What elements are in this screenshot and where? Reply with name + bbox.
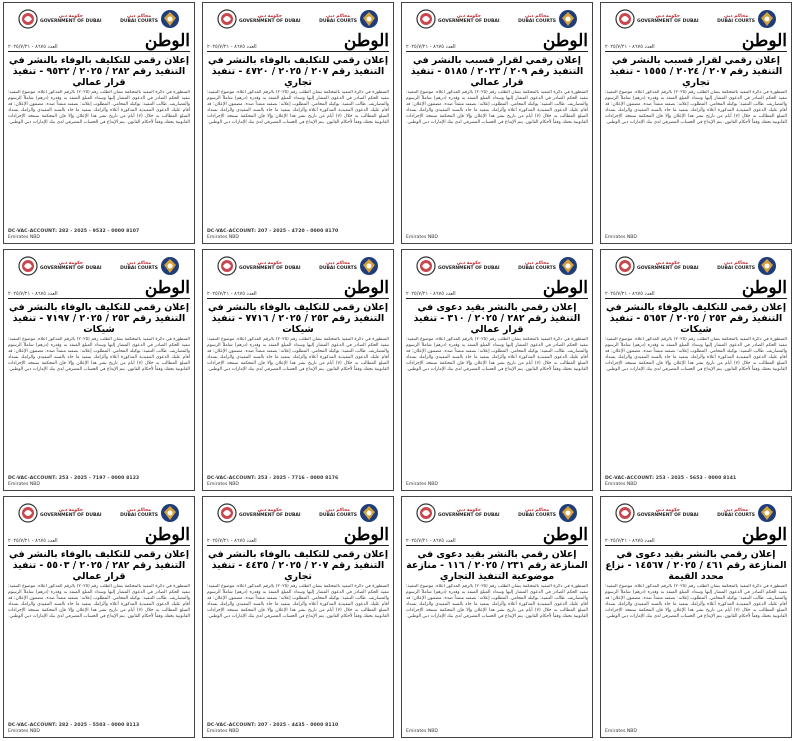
issue-date: العدد ٨٦٧٥ - ٢٠٢٥/٧/٢١ xyxy=(406,291,456,297)
notice-headline: إعلان رقمي للتكليف بالوفاء بالنشر في التنفيذ رقم ٢٠٧ / ٢٠٢٥ / ٤٧٢٠ - تنفيذ تجاري xyxy=(207,55,389,88)
logo-left-arabic: حكومة دبي xyxy=(257,261,282,266)
logo-left-english: GOVERNMENT OF DUBAI xyxy=(239,266,301,271)
bank-note: Emirates NBD xyxy=(207,729,239,734)
logo-right-english: DUBAI COURTS xyxy=(717,513,755,518)
notice-headline: إعلان رقمي للتكليف بالوفاء بالنشر في التنفيذ رقم ٢٨٢ / ٢٠٢٥ / ٥٥٠٣ - تنفيذ قرار عمالي xyxy=(8,549,190,582)
logo-right-arabic: محاكم دبي xyxy=(127,508,152,513)
government-of-dubai-logo xyxy=(18,503,102,523)
bank-note: Emirates NBD xyxy=(207,235,239,240)
newspaper-masthead: الوطن xyxy=(144,31,190,51)
notice-body: المنظورة في دائرة التنفيذ بالمحكمة بشأن الطلب رقم (٢٠٢٥) بالرقم المذكور أعلاه. موضوع التنفيذ: تنفيذ الحكم الصادر في الدعوى المشار إليها وسداد المبلغ المنفذ به وقدره (درهم) شاملاً الرسوم والمصاريف. طالب التنفيذ: بوكيله المحامي. المطلوب إعلانه: بصفته منفذاً ضده. مضمون الإعلان: قد أقام عليك الدعوى التنفيذية المذكورة أعلاه وألزامك بتنفيذ ما جاء بالسند التنفيذي والزامك بسداد المبلغ المطالب به خلال (٧) أيام من تاريخ نشر هذا الإعلان وإلا فإن المحكمة ستتخذ الإجراءات القانونية بحقك وفقاً لأحكام القانون. يتم الإيداع في الحساب المصرفي لدى بنك الإمارات دبي الوطني. xyxy=(8,584,190,620)
notice-footer xyxy=(207,476,389,488)
notice-headline: إعلان رقمي للتكليف بالوفاء بالنشر في التنفيذ رقم ٢٠٧ / ٢٠٢٥ / ٤٤٣٥ - تنفيذ تجاري xyxy=(207,549,389,582)
notice-body: المنظورة في دائرة التنفيذ بالمحكمة بشأن الطلب رقم (٢٠٢٥) بالرقم المذكور أعلاه. موضوع التنفيذ: تنفيذ الحكم الصادر في الدعوى المشار إليها وسداد المبلغ المنفذ به وقدره (درهم) شاملاً الرسوم والمصاريف. طالب التنفيذ: بوكيله المحامي. المطلوب إعلانه: بصفته منفذاً ضده. مضمون الإعلان: قد أقام عليك الدعوى التنفيذية المذكورة أعلاه وألزامك بتنفيذ ما جاء بالسند التنفيذي والزامك بسداد المبلغ المطالب به خلال (٧) أيام من تاريخ نشر هذا الإعلان وإلا فإن المحكمة ستتخذ الإجراءات القانونية بحقك وفقاً لأحكام القانون. يتم الإيداع في الحساب المصرفي لدى بنك الإمارات دبي الوطني. xyxy=(406,584,588,620)
newspaper-masthead: الوطن xyxy=(144,278,190,298)
notice-body: المنظورة في دائرة التنفيذ بالمحكمة بشأن الطلب رقم (٢٠٢٥) بالرقم المذكور أعلاه. موضوع التنفيذ: تنفيذ الحكم الصادر في الدعوى المشار إليها وسداد المبلغ المنفذ به وقدره (درهم) شاملاً الرسوم والمصاريف. طالب التنفيذ: بوكيله المحامي. المطلوب إعلانه: بصفته منفذاً ضده. مضمون الإعلان: قد أقام عليك الدعوى التنفيذية المذكورة أعلاه وألزامك بتنفيذ ما جاء بالسند التنفيذي والزامك بسداد المبلغ المطالب به خلال (٧) أيام من تاريخ نشر هذا الإعلان وإلا فإن المحكمة ستتخذ الإجراءات القانونية بحقك وفقاً لأحكام القانون. يتم الإيداع في الحساب المصرفي لدى بنك الإمارات دبي الوطني. xyxy=(207,90,389,126)
paper-header xyxy=(8,280,190,299)
logo-right-arabic: محاكم دبي xyxy=(724,261,749,266)
notice-footer xyxy=(8,476,190,488)
notice-logos xyxy=(8,6,190,32)
dubai-courts-logo xyxy=(717,503,777,523)
logo-right-english: DUBAI COURTS xyxy=(518,19,556,24)
bank-note: Emirates NBD xyxy=(8,729,40,734)
bank-note: Emirates NBD xyxy=(406,729,438,734)
dubai-emblem-icon xyxy=(615,9,635,29)
issue-date: العدد ٨٦٧٥ - ٢٠٢٥/٧/٢١ xyxy=(207,538,257,544)
dubai-emblem-icon xyxy=(18,256,38,276)
notice-logos xyxy=(8,500,190,526)
logo-left-arabic: حكومة دبي xyxy=(655,14,680,19)
notice-card xyxy=(401,496,593,738)
bank-note: Emirates NBD xyxy=(605,235,637,240)
logo-right-english: DUBAI COURTS xyxy=(717,19,755,24)
newspaper-masthead: الوطن xyxy=(343,278,389,298)
notice-card xyxy=(202,249,394,491)
paper-header xyxy=(207,527,389,546)
bank-note: Emirates NBD xyxy=(8,482,40,487)
dubai-courts-logo xyxy=(717,9,777,29)
logo-right-arabic: محاكم دبي xyxy=(525,14,550,19)
issue-date: العدد ٨٦٧٥ - ٢٠٢٥/٧/٢١ xyxy=(207,291,257,297)
notice-headline: إعلان رقمي لقرار قسبب بالنشر في التنفيذ رقم ٢٠٧ / ٢٠٢٤ / ١٥٥٥ - تنفيذ تجاري xyxy=(609,55,783,88)
notice-body: المنظورة في دائرة التنفيذ بالمحكمة بشأن الطلب رقم (٢٠٢٥) بالرقم المذكور أعلاه. موضوع التنفيذ: تنفيذ الحكم الصادر في الدعوى المشار إليها وسداد المبلغ المنفذ به وقدره (درهم) شاملاً الرسوم والمصاريف. طالب التنفيذ: بوكيله المحامي. المطلوب إعلانه: بصفته منفذاً ضده. مضمون الإعلان: قد أقام عليك الدعوى التنفيذية المذكورة أعلاه وألزامك بتنفيذ ما جاء بالسند التنفيذي والزامك بسداد المبلغ المطالب به خلال (٧) أيام من تاريخ نشر هذا الإعلان وإلا فإن المحكمة ستتخذ الإجراءات القانونية بحقك وفقاً لأحكام القانون. يتم الإيداع في الحساب المصرفي لدى بنك الإمارات دبي الوطني. xyxy=(605,90,787,126)
notice-footer xyxy=(8,229,190,241)
dubai-courts-logo xyxy=(319,9,379,29)
notice-logos xyxy=(406,500,588,526)
notice-logos xyxy=(8,253,190,279)
notice-card xyxy=(600,496,792,738)
dubai-courts-logo xyxy=(120,9,180,29)
notice-logos xyxy=(406,253,588,279)
dubai-courts-logo xyxy=(518,256,578,276)
account-reference: DC-VAC-ACCOUNT: 282 - 2025 - 5503 - 0000 8113 xyxy=(8,723,140,728)
notice-body: المنظورة في دائرة التنفيذ بالمحكمة بشأن الطلب رقم (٢٠٢٥) بالرقم المذكور أعلاه. موضوع التنفيذ: تنفيذ الحكم الصادر في الدعوى المشار إليها وسداد المبلغ المنفذ به وقدره (درهم) شاملاً الرسوم والمصاريف. طالب التنفيذ: بوكيله المحامي. المطلوب إعلانه: بصفته منفذاً ضده. مضمون الإعلان: قد أقام عليك الدعوى التنفيذية المذكورة أعلاه وألزامك بتنفيذ ما جاء بالسند التنفيذي والزامك بسداد المبلغ المطالب به خلال (٧) أيام من تاريخ نشر هذا الإعلان وإلا فإن المحكمة ستتخذ الإجراءات القانونية بحقك وفقاً لأحكام القانون. يتم الإيداع في الحساب المصرفي لدى بنك الإمارات دبي الوطني. xyxy=(406,90,588,126)
courts-emblem-icon xyxy=(359,9,379,29)
notice-headline: إعلان رقمي بالنشر بقيد دعوى في التنفيذ رقم ٢٨٢ / ٢٠٢٥ / ٣١٠ - تنفيذ قرار عمالي xyxy=(413,302,581,335)
notice-headline: إعلان رقمي للتكليف بالوفاء بالنشر في التنفيذ رقم ٢٨٢ / ٢٠٢٥ / ٩٥٣٢ - تنفيذ قرار عمالي xyxy=(8,55,190,88)
notice-card xyxy=(401,249,593,491)
notice-footer xyxy=(605,729,787,735)
paper-header xyxy=(8,33,190,52)
logo-left-arabic: حكومة دبي xyxy=(58,14,83,19)
newspaper-masthead: الوطن xyxy=(741,525,787,545)
dubai-courts-logo xyxy=(518,9,578,29)
dubai-emblem-icon xyxy=(416,503,436,523)
logo-left-arabic: حكومة دبي xyxy=(257,14,282,19)
logo-right-english: DUBAI COURTS xyxy=(120,19,158,24)
newspaper-masthead: الوطن xyxy=(542,278,588,298)
dubai-emblem-icon xyxy=(18,9,38,29)
newspaper-masthead: الوطن xyxy=(542,525,588,545)
newspaper-masthead: الوطن xyxy=(343,525,389,545)
logo-left-english: GOVERNMENT OF DUBAI xyxy=(40,266,102,271)
logo-right-english: DUBAI COURTS xyxy=(518,513,556,518)
notice-body: المنظورة في دائرة التنفيذ بالمحكمة بشأن الطلب رقم (٢٠٢٥) بالرقم المذكور أعلاه. موضوع التنفيذ: تنفيذ الحكم الصادر في الدعوى المشار إليها وسداد المبلغ المنفذ به وقدره (درهم) شاملاً الرسوم والمصاريف. طالب التنفيذ: بوكيله المحامي. المطلوب إعلانه: بصفته منفذاً ضده. مضمون الإعلان: قد أقام عليك الدعوى التنفيذية المذكورة أعلاه وألزامك بتنفيذ ما جاء بالسند التنفيذي والزامك بسداد المبلغ المطالب به خلال (٧) أيام من تاريخ نشر هذا الإعلان وإلا فإن المحكمة ستتخذ الإجراءات القانونية بحقك وفقاً لأحكام القانون. يتم الإيداع في الحساب المصرفي لدى بنك الإمارات دبي الوطني. xyxy=(406,337,588,373)
logo-left-english: GOVERNMENT OF DUBAI xyxy=(40,19,102,24)
bank-note: Emirates NBD xyxy=(406,235,438,240)
logo-right-arabic: محاكم دبي xyxy=(724,508,749,513)
government-of-dubai-logo xyxy=(416,503,500,523)
notice-logos xyxy=(207,253,389,279)
notice-body: المنظورة في دائرة التنفيذ بالمحكمة بشأن الطلب رقم (٢٠٢٥) بالرقم المذكور أعلاه. موضوع التنفيذ: تنفيذ الحكم الصادر في الدعوى المشار إليها وسداد المبلغ المنفذ به وقدره (درهم) شاملاً الرسوم والمصاريف. طالب التنفيذ: بوكيله المحامي. المطلوب إعلانه: بصفته منفذاً ضده. مضمون الإعلان: قد أقام عليك الدعوى التنفيذية المذكورة أعلاه وألزامك بتنفيذ ما جاء بالسند التنفيذي والزامك بسداد المبلغ المطالب به خلال (٧) أيام من تاريخ نشر هذا الإعلان وإلا فإن المحكمة ستتخذ الإجراءات القانونية بحقك وفقاً لأحكام القانون. يتم الإيداع في الحساب المصرفي لدى بنك الإمارات دبي الوطني. xyxy=(8,337,190,373)
notice-body: المنظورة في دائرة التنفيذ بالمحكمة بشأن الطلب رقم (٢٠٢٥) بالرقم المذكور أعلاه. موضوع التنفيذ: تنفيذ الحكم الصادر في الدعوى المشار إليها وسداد المبلغ المنفذ به وقدره (درهم) شاملاً الرسوم والمصاريف. طالب التنفيذ: بوكيله المحامي. المطلوب إعلانه: بصفته منفذاً ضده. مضمون الإعلان: قد أقام عليك الدعوى التنفيذية المذكورة أعلاه وألزامك بتنفيذ ما جاء بالسند التنفيذي والزامك بسداد المبلغ المطالب به خلال (٧) أيام من تاريخ نشر هذا الإعلان وإلا فإن المحكمة ستتخذ الإجراءات القانونية بحقك وفقاً لأحكام القانون. يتم الإيداع في الحساب المصرفي لدى بنك الإمارات دبي الوطني. xyxy=(8,90,190,126)
logo-right-english: DUBAI COURTS xyxy=(120,513,158,518)
logo-left-arabic: حكومة دبي xyxy=(456,14,481,19)
notice-body: المنظورة في دائرة التنفيذ بالمحكمة بشأن الطلب رقم (٢٠٢٥) بالرقم المذكور أعلاه. موضوع التنفيذ: تنفيذ الحكم الصادر في الدعوى المشار إليها وسداد المبلغ المنفذ به وقدره (درهم) شاملاً الرسوم والمصاريف. طالب التنفيذ: بوكيله المحامي. المطلوب إعلانه: بصفته منفذاً ضده. مضمون الإعلان: قد أقام عليك الدعوى التنفيذية المذكورة أعلاه وألزامك بتنفيذ ما جاء بالسند التنفيذي والزامك بسداد المبلغ المطالب به خلال (٧) أيام من تاريخ نشر هذا الإعلان وإلا فإن المحكمة ستتخذ الإجراءات القانونية بحقك وفقاً لأحكام القانون. يتم الإيداع في الحساب المصرفي لدى بنك الإمارات دبي الوطني. xyxy=(605,337,787,373)
paper-header xyxy=(605,527,787,546)
bank-note: Emirates NBD xyxy=(8,235,40,240)
logo-left-english: GOVERNMENT OF DUBAI xyxy=(637,513,699,518)
paper-header xyxy=(406,33,588,52)
newspaper-masthead: الوطن xyxy=(741,31,787,51)
dubai-emblem-icon xyxy=(615,503,635,523)
newspaper-masthead: الوطن xyxy=(542,31,588,51)
bank-note: Emirates NBD xyxy=(605,729,637,734)
courts-emblem-icon xyxy=(558,503,578,523)
paper-header xyxy=(605,280,787,299)
government-of-dubai-logo xyxy=(217,9,301,29)
account-reference: DC-VAC-ACCOUNT: 253 - 2025 - 5653 - 0000 8141 xyxy=(605,476,737,481)
notice-footer xyxy=(605,235,787,241)
logo-left-english: GOVERNMENT OF DUBAI xyxy=(239,19,301,24)
courts-emblem-icon xyxy=(160,503,180,523)
bank-note: Emirates NBD xyxy=(406,482,438,487)
account-reference: DC-VAC-ACCOUNT: 282 - 2025 - 9532 - 0000 8107 xyxy=(8,229,140,234)
logo-right-arabic: محاكم دبي xyxy=(724,14,749,19)
notice-logos xyxy=(406,6,588,32)
logo-right-arabic: محاكم دبي xyxy=(525,508,550,513)
logo-left-arabic: حكومة دبي xyxy=(456,261,481,266)
issue-date: العدد ٨٦٧٥ - ٢٠٢٥/٧/٢١ xyxy=(605,291,655,297)
notice-card xyxy=(600,249,792,491)
notice-footer xyxy=(406,729,588,735)
logo-right-english: DUBAI COURTS xyxy=(319,266,357,271)
notice-logos xyxy=(207,6,389,32)
bank-note: Emirates NBD xyxy=(207,482,239,487)
logo-left-english: GOVERNMENT OF DUBAI xyxy=(637,19,699,24)
logo-right-english: DUBAI COURTS xyxy=(319,19,357,24)
notice-logos xyxy=(207,500,389,526)
notice-card xyxy=(401,2,593,244)
issue-date: العدد ٨٦٧٥ - ٢٠٢٥/٧/٢١ xyxy=(8,538,58,544)
government-of-dubai-logo xyxy=(615,9,699,29)
account-reference: DC-VAC-ACCOUNT: 253 - 2025 - 7197 - 0000 8122 xyxy=(8,476,140,481)
notice-logos xyxy=(605,253,787,279)
courts-emblem-icon xyxy=(160,9,180,29)
government-of-dubai-logo xyxy=(416,256,500,276)
logo-right-arabic: محاكم دبي xyxy=(326,508,351,513)
dubai-emblem-icon xyxy=(217,256,237,276)
logo-left-arabic: حكومة دبي xyxy=(456,508,481,513)
logo-left-english: GOVERNMENT OF DUBAI xyxy=(637,266,699,271)
notice-headline: إعلان رقمي بالنشر بقيد دعوى في المنازعة رقم ٤٦١ / ٢٠٢٥ / ١٤٥٦٧ - نزاع محدد القيمة xyxy=(605,549,787,582)
government-of-dubai-logo xyxy=(615,256,699,276)
courts-emblem-icon xyxy=(359,503,379,523)
logo-right-english: DUBAI COURTS xyxy=(518,266,556,271)
government-of-dubai-logo xyxy=(217,503,301,523)
dubai-emblem-icon xyxy=(217,9,237,29)
issue-date: العدد ٨٦٧٥ - ٢٠٢٥/٧/٢١ xyxy=(207,44,257,50)
paper-header xyxy=(406,527,588,546)
logo-right-arabic: محاكم دبي xyxy=(326,14,351,19)
paper-header xyxy=(605,33,787,52)
dubai-emblem-icon xyxy=(615,256,635,276)
paper-header xyxy=(207,280,389,299)
notice-footer xyxy=(605,476,787,488)
notice-headline: إعلان رقمي للتكليف بالوفاء بالنشر في التنفيذ رقم ٢٥٣ / ٢٠٢٥ / ٧١٩٧ - تنفيذ شيكات xyxy=(8,302,190,335)
logo-left-arabic: حكومة دبي xyxy=(58,508,83,513)
government-of-dubai-logo xyxy=(18,9,102,29)
logo-left-arabic: حكومة دبي xyxy=(655,261,680,266)
dubai-emblem-icon xyxy=(416,256,436,276)
newspaper-masthead: الوطن xyxy=(343,31,389,51)
government-of-dubai-logo xyxy=(416,9,500,29)
notice-body: المنظورة في دائرة التنفيذ بالمحكمة بشأن الطلب رقم (٢٠٢٥) بالرقم المذكور أعلاه. موضوع التنفيذ: تنفيذ الحكم الصادر في الدعوى المشار إليها وسداد المبلغ المنفذ به وقدره (درهم) شاملاً الرسوم والمصاريف. طالب التنفيذ: بوكيله المحامي. المطلوب إعلانه: بصفته منفذاً ضده. مضمون الإعلان: قد أقام عليك الدعوى التنفيذية المذكورة أعلاه وألزامك بتنفيذ ما جاء بالسند التنفيذي والزامك بسداد المبلغ المطالب به خلال (٧) أيام من تاريخ نشر هذا الإعلان وإلا فإن المحكمة ستتخذ الإجراءات القانونية بحقك وفقاً لأحكام القانون. يتم الإيداع في الحساب المصرفي لدى بنك الإمارات دبي الوطني. xyxy=(605,584,787,620)
newspaper-masthead: الوطن xyxy=(741,278,787,298)
notice-card xyxy=(3,496,195,738)
notice-headline: إعلان رقمي بالنشر بقيد دعوى في المنازعة رقم ٢٣١ / ٢٠٢٥ / ١١٦ - منازعة موضوعية التنفيذ التجاري xyxy=(406,549,588,582)
notice-footer xyxy=(406,482,588,488)
paper-header xyxy=(406,280,588,299)
logo-right-english: DUBAI COURTS xyxy=(717,266,755,271)
issue-date: العدد ٨٦٧٥ - ٢٠٢٥/٧/٢١ xyxy=(605,538,655,544)
courts-emblem-icon xyxy=(757,9,777,29)
notice-headline: إعلان رقمي لقرار قسبب بالنشر في التنفيذ رقم ٢٠٩ / ٢٠٢٣ / ٥١٨٥ - تنفيذ قرار عمالي xyxy=(410,55,584,88)
logo-left-english: GOVERNMENT OF DUBAI xyxy=(438,19,500,24)
government-of-dubai-logo xyxy=(217,256,301,276)
logo-right-english: DUBAI COURTS xyxy=(120,266,158,271)
logo-left-arabic: حكومة دبي xyxy=(58,261,83,266)
notice-headline: إعلان رقمي للتكليف بالوفاء بالنشر في التنفيذ رقم ٢٥٣ / ٢٠٢٥ / ٧٧١٦ - تنفيذ شيكات xyxy=(207,302,389,335)
logo-right-english: DUBAI COURTS xyxy=(319,513,357,518)
courts-emblem-icon xyxy=(757,503,777,523)
account-reference: DC-VAC-ACCOUNT: 207 - 2025 - 4720 - 0000 8170 xyxy=(207,229,339,234)
logo-right-arabic: محاكم دبي xyxy=(127,261,152,266)
notice-card xyxy=(202,496,394,738)
dubai-courts-logo xyxy=(717,256,777,276)
notice-card xyxy=(600,2,792,244)
logo-left-english: GOVERNMENT OF DUBAI xyxy=(438,513,500,518)
courts-emblem-icon xyxy=(558,9,578,29)
dubai-courts-logo xyxy=(319,256,379,276)
logo-left-english: GOVERNMENT OF DUBAI xyxy=(40,513,102,518)
logo-right-arabic: محاكم دبي xyxy=(525,261,550,266)
dubai-courts-logo xyxy=(319,503,379,523)
account-reference: DC-VAC-ACCOUNT: 253 - 2025 - 7716 - 0000 8176 xyxy=(207,476,339,481)
issue-date: العدد ٨٦٧٥ - ٢٠٢٥/٧/٢١ xyxy=(605,44,655,50)
courts-emblem-icon xyxy=(160,256,180,276)
notice-card xyxy=(202,2,394,244)
account-reference: DC-VAC-ACCOUNT: 207 - 2025 - 4435 - 0000 8110 xyxy=(207,723,339,728)
notice-footer xyxy=(207,229,389,241)
dubai-emblem-icon xyxy=(18,503,38,523)
notice-logos xyxy=(605,500,787,526)
dubai-courts-logo xyxy=(120,503,180,523)
government-of-dubai-logo xyxy=(18,256,102,276)
issue-date: العدد ٨٦٧٥ - ٢٠٢٥/٧/٢١ xyxy=(8,291,58,297)
logo-left-english: GOVERNMENT OF DUBAI xyxy=(438,266,500,271)
logo-left-english: GOVERNMENT OF DUBAI xyxy=(239,513,301,518)
courts-emblem-icon xyxy=(757,256,777,276)
notice-card xyxy=(3,249,195,491)
notice-headline: إعلان رقمي للتكليف بالوفاء بالنشر في التنفيذ رقم ٢٥٣ / ٢٠٢٥ / ٥٦٥٣ - تنفيذ شيكات xyxy=(605,302,787,335)
notice-body: المنظورة في دائرة التنفيذ بالمحكمة بشأن الطلب رقم (٢٠٢٥) بالرقم المذكور أعلاه. موضوع التنفيذ: تنفيذ الحكم الصادر في الدعوى المشار إليها وسداد المبلغ المنفذ به وقدره (درهم) شاملاً الرسوم والمصاريف. طالب التنفيذ: بوكيله المحامي. المطلوب إعلانه: بصفته منفذاً ضده. مضمون الإعلان: قد أقام عليك الدعوى التنفيذية المذكورة أعلاه وألزامك بتنفيذ ما جاء بالسند التنفيذي والزامك بسداد المبلغ المطالب به خلال (٧) أيام من تاريخ نشر هذا الإعلان وإلا فإن المحكمة ستتخذ الإجراءات القانونية بحقك وفقاً لأحكام القانون. يتم الإيداع في الحساب المصرفي لدى بنك الإمارات دبي الوطني. xyxy=(207,584,389,620)
logo-left-arabic: حكومة دبي xyxy=(257,508,282,513)
issue-date: العدد ٨٦٧٥ - ٢٠٢٥/٧/٢١ xyxy=(406,538,456,544)
notice-logos xyxy=(605,6,787,32)
issue-date: العدد ٨٦٧٥ - ٢٠٢٥/٧/٢١ xyxy=(406,44,456,50)
newspaper-masthead: الوطن xyxy=(144,525,190,545)
notice-body: المنظورة في دائرة التنفيذ بالمحكمة بشأن الطلب رقم (٢٠٢٥) بالرقم المذكور أعلاه. موضوع التنفيذ: تنفيذ الحكم الصادر في الدعوى المشار إليها وسداد المبلغ المنفذ به وقدره (درهم) شاملاً الرسوم والمصاريف. طالب التنفيذ: بوكيله المحامي. المطلوب إعلانه: بصفته منفذاً ضده. مضمون الإعلان: قد أقام عليك الدعوى التنفيذية المذكورة أعلاه وألزامك بتنفيذ ما جاء بالسند التنفيذي والزامك بسداد المبلغ المطالب به خلال (٧) أيام من تاريخ نشر هذا الإعلان وإلا فإن المحكمة ستتخذ الإجراءات القانونية بحقك وفقاً لأحكام القانون. يتم الإيداع في الحساب المصرفي لدى بنك الإمارات دبي الوطني. xyxy=(207,337,389,373)
notice-footer xyxy=(207,723,389,735)
issue-date: العدد ٨٦٧٥ - ٢٠٢٥/٧/٢١ xyxy=(8,44,58,50)
paper-header xyxy=(207,33,389,52)
notice-footer xyxy=(8,723,190,735)
notice-footer xyxy=(406,235,588,241)
bank-note: Emirates NBD xyxy=(605,482,637,487)
dubai-emblem-icon xyxy=(416,9,436,29)
dubai-courts-logo xyxy=(120,256,180,276)
logo-left-arabic: حكومة دبي xyxy=(655,508,680,513)
courts-emblem-icon xyxy=(558,256,578,276)
logo-right-arabic: محاكم دبي xyxy=(326,261,351,266)
dubai-courts-logo xyxy=(518,503,578,523)
logo-right-arabic: محاكم دبي xyxy=(127,14,152,19)
paper-header xyxy=(8,527,190,546)
notice-card xyxy=(3,2,195,244)
dubai-emblem-icon xyxy=(217,503,237,523)
courts-emblem-icon xyxy=(359,256,379,276)
government-of-dubai-logo xyxy=(615,503,699,523)
